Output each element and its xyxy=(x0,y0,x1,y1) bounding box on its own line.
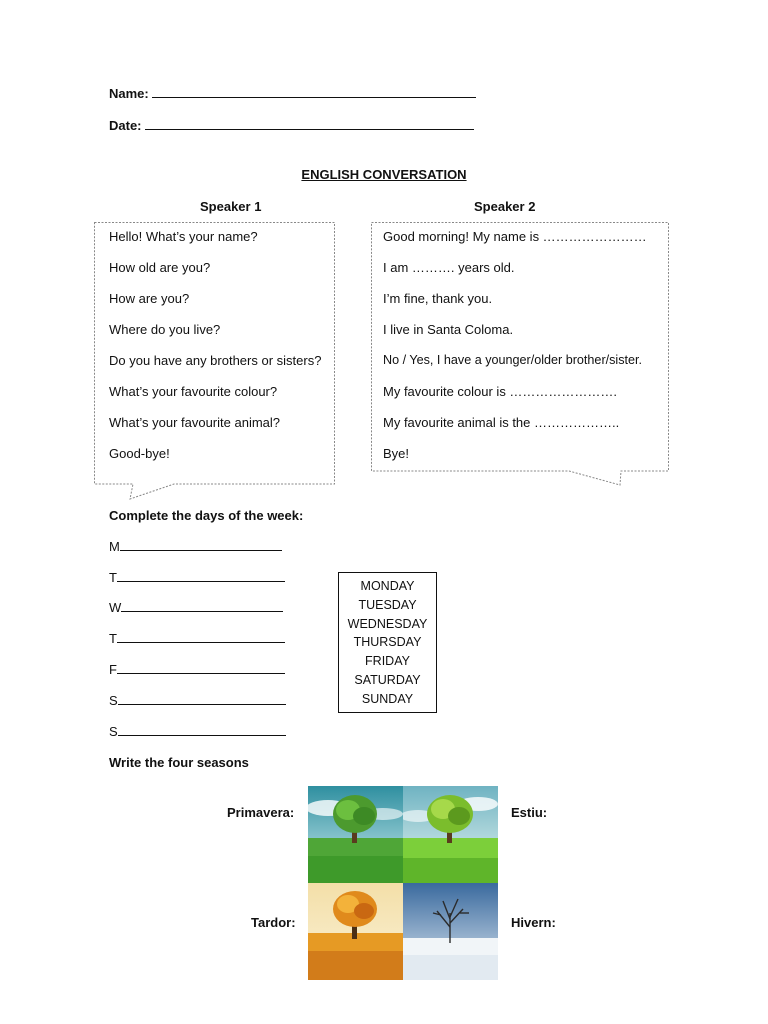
tree-summer-icon xyxy=(403,786,498,883)
page-title: ENGLISH CONVERSATION xyxy=(301,167,467,182)
speaker1-line: Good-bye! xyxy=(109,446,170,461)
day-answer-row[interactable] xyxy=(109,539,282,554)
day-answer-row[interactable] xyxy=(109,724,286,739)
speaker2-line: I am ………. years old. xyxy=(383,260,515,275)
speaker2-line: Good morning! My name is …………………… xyxy=(383,229,647,244)
day-answer-line[interactable] xyxy=(120,539,282,551)
day-initial: T xyxy=(109,631,117,646)
day-answer-row[interactable] xyxy=(109,631,285,646)
speaker2-line: I live in Santa Coloma. xyxy=(383,322,514,337)
days-word-bank xyxy=(338,572,437,713)
date-line[interactable] xyxy=(145,118,474,130)
speaker1-line: Hello! What’s your name? xyxy=(109,229,258,244)
word-bank-item: MONDAY xyxy=(360,579,415,593)
speaker2-line: My favourite animal is the ……………….. xyxy=(383,415,620,430)
day-initial: S xyxy=(109,724,118,739)
speaker2-line: No / Yes, I have a younger/older brother/sister. xyxy=(383,353,643,367)
speaker1-line: How are you? xyxy=(109,291,190,306)
tree-spring-icon xyxy=(308,786,403,883)
speaker1-line: Do you have any brothers or sisters? xyxy=(109,353,322,368)
tree-winter-icon xyxy=(403,883,498,980)
day-answer-line[interactable] xyxy=(121,600,283,612)
day-answer-row[interactable] xyxy=(109,693,286,708)
day-answer-row[interactable] xyxy=(109,570,285,585)
speaker2-line: Bye! xyxy=(383,446,410,461)
winter-label: Hivern: xyxy=(511,915,556,930)
seasons-heading: Write the four seasons xyxy=(109,755,249,770)
word-bank-item: FRIDAY xyxy=(365,654,410,669)
day-initial: S xyxy=(109,693,118,708)
day-initial: M xyxy=(109,539,120,554)
speaker1-line: Where do you live? xyxy=(109,322,221,337)
speaker1-heading: Speaker 1 xyxy=(200,199,262,214)
date-label: Date: xyxy=(109,118,142,133)
day-answer-line[interactable] xyxy=(117,631,285,643)
day-initial: T xyxy=(109,570,117,585)
autumn-label: Tardor: xyxy=(251,915,296,930)
day-answer-row[interactable] xyxy=(109,600,283,615)
word-bank-item: WEDNESDAY xyxy=(347,616,428,631)
name-label: Name: xyxy=(109,86,149,101)
name-line[interactable] xyxy=(152,86,476,98)
day-initial: F xyxy=(109,662,117,677)
speaker2-line: I’m fine, thank you. xyxy=(383,291,493,306)
speaker1-line: What’s your favourite colour? xyxy=(109,384,278,399)
day-answer-row[interactable] xyxy=(109,662,285,677)
spring-label: Primavera: xyxy=(227,805,295,820)
speaker2-heading: Speaker 2 xyxy=(474,199,536,214)
summer-label: Estiu: xyxy=(511,805,548,820)
speaker1-line: How old are you? xyxy=(109,260,211,275)
four-seasons-image xyxy=(308,786,498,980)
day-answer-line[interactable] xyxy=(117,662,285,674)
day-answer-line[interactable] xyxy=(118,724,286,736)
speaker2-line: My favourite colour is ……………………. xyxy=(383,384,618,399)
speaker1-line: What’s your favourite animal? xyxy=(109,415,281,430)
word-bank-item: SATURDAY xyxy=(354,672,421,687)
day-answer-line[interactable] xyxy=(117,570,285,582)
word-bank-item: SUNDAY xyxy=(361,691,414,706)
word-bank-item: TUESDAY xyxy=(358,597,417,612)
days-heading: Complete the days of the week: xyxy=(109,508,304,523)
date-field[interactable] xyxy=(109,118,474,133)
day-initial: W xyxy=(109,600,122,615)
day-answer-line[interactable] xyxy=(118,693,286,705)
name-field[interactable] xyxy=(109,86,476,101)
tree-autumn-icon xyxy=(308,883,403,980)
word-bank-item: THURSDAY xyxy=(353,635,422,650)
